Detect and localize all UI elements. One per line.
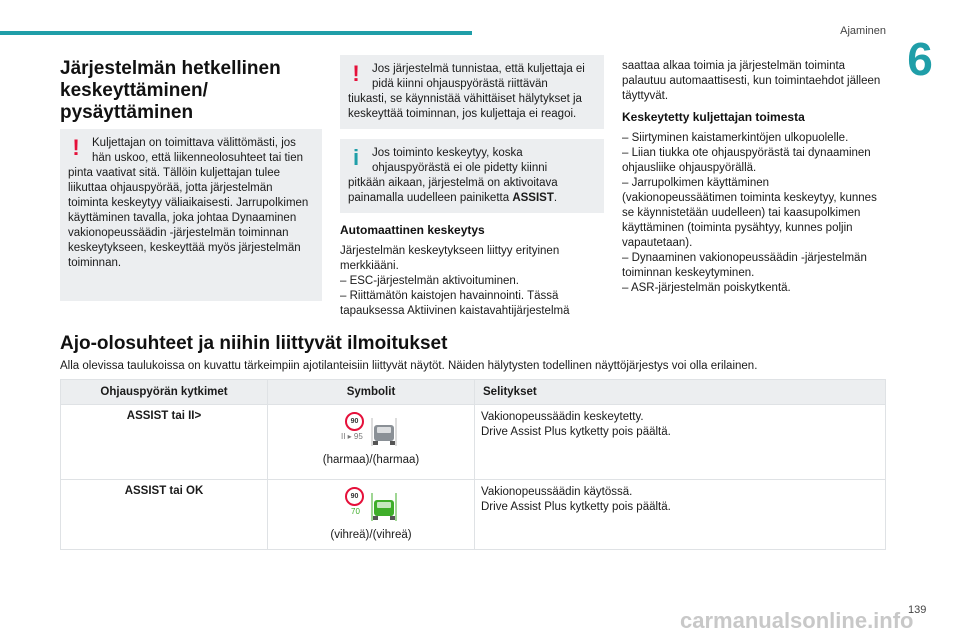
continuation-text: saattaa alkaa toimia ja järjestelmän toiminta palautuu automaattisesti, kun toimintaehdot jälleen täyttyvät.	[622, 60, 881, 102]
warning-icon: !	[72, 135, 80, 160]
car-rear-icon	[371, 491, 397, 521]
driver-interrupt-heading: Keskeytetty kuljettajan toimesta	[622, 110, 805, 124]
description-line: Vakionopeussäädin keskeytetty.	[481, 411, 644, 423]
description-cell	[475, 405, 886, 480]
header-accent-bar	[0, 31, 472, 35]
warning-box-left	[60, 129, 322, 301]
auto-line: – Riittämätön kaistojen havainnointi. Tässä tapauksessa Aktiivinen kaistavahtijärjestelmä	[340, 290, 570, 317]
watermark: carmanualsonline.info	[680, 608, 914, 633]
info-text-first: Jos toiminto keskeytyy, koska ohjauspyörästä ei ole pidetty kiinni	[372, 147, 548, 174]
assist-button-label: ASSIST	[512, 192, 554, 204]
symbol-caption: (harmaa)/(harmaa)	[322, 454, 420, 466]
car-rear-icon	[371, 416, 397, 446]
warning-text-first: Jos järjestelmä tunnistaa, että kuljettaja ei pidä kiinni ohjauspyörästä riittävän	[372, 63, 585, 90]
warning-icon: !	[352, 61, 360, 86]
symbol-cell	[268, 480, 475, 550]
warning-text-rest: tiukasti, se käynnistää vähittäiset hälytykset ja keskeyttää toiminnan, jos kuljettaja ei reagoi.	[348, 93, 582, 120]
auto-line: Järjestelmän keskeytykseen liittyy erityinen merkkiääni.	[340, 245, 560, 272]
speed-limit-sign-icon: 90	[345, 412, 364, 431]
section-intro: Alla olevissa taulukoissa on kuvattu tärkeimpiin ajotilanteisiin liittyvät näytöt. Näiden hälytysten todellinen näyttöjärjestys voi olla erilainen.	[60, 360, 758, 372]
info-icon: i	[352, 145, 360, 170]
switch-cell: ASSIST tai II>	[61, 405, 268, 480]
cruise-symbol	[341, 485, 401, 525]
description-line: Drive Assist Plus kytketty pois päältä.	[481, 501, 671, 513]
section-title-interrupt: Järjestelmän hetkellinen keskeyttäminen/ pysäyttäminen	[60, 58, 281, 123]
driver-line: – Siirtyminen kaistamerkintöjen ulkopuolelle.	[622, 132, 849, 144]
conditions-table	[60, 379, 886, 550]
section-header-title: Ajaminen	[840, 25, 886, 37]
speed-limit-sign-icon: 90	[345, 487, 364, 506]
driver-line: – Dynaaminen vakionopeussäädin -järjestelmän toiminnan keskeytyminen.	[622, 252, 867, 279]
col-header-symbols: Symbolit	[268, 380, 475, 405]
auto-line: – ESC-järjestelmän aktivoituminen.	[340, 275, 519, 287]
auto-interrupt-section	[340, 223, 604, 319]
info-box-middle	[340, 139, 604, 213]
driver-line: – Liian tiukka ote ohjauspyörästä tai dynaaminen ohjausliike ohjauspyörällä.	[622, 147, 871, 174]
auto-interrupt-heading: Automaattinen keskeytys	[340, 223, 485, 237]
cruise-symbol	[341, 410, 401, 450]
set-speed-text: 70	[351, 507, 360, 516]
driver-line: – ASR-järjestelmän poiskytkentä.	[622, 282, 791, 294]
page-number: 139	[908, 604, 927, 616]
table-row	[61, 480, 886, 550]
info-text-end: .	[553, 192, 558, 204]
description-line: Drive Assist Plus kytketty pois päältä.	[481, 426, 671, 438]
table-header-row	[61, 380, 886, 405]
driver-line: – Jarrupolkimen käyttäminen (vakionopeussäätimen toiminta keskeytyy, kunnes se käynnistetään uudelleen) tai kaasupolkimen käyttäminen (toiminta pysähtyy, kunnes poljin vapautetaan).	[622, 177, 877, 249]
warning-text-rest: pinta vaativat sitä. Tällöin kuljettajan tulee liikuttaa ohjauspyörää, jotta järjestelmän toiminta keskeytyy väliaikaisesti. Jarrupolkimen käyttäminen tavalla, joka johtaa Dynaaminen vakionopeussäädin -järjestelmän toiminnan keskeytykseen, keskeyttää myös järjestelmän toiminnan.	[68, 167, 309, 269]
col-header-switches: Ohjauspyörän kytkimet	[61, 380, 268, 405]
info-text-rest: pitkään aikaan, järjestelmä on aktivoitava painamalla uudelleen painiketta	[348, 177, 558, 204]
col-header-descriptions: Selitykset	[475, 380, 886, 405]
table-row	[61, 405, 886, 480]
symbol-caption: (vihreä)/(vihreä)	[330, 529, 412, 541]
set-speed-text: II ▸ 95	[341, 432, 363, 441]
switch-cell: ASSIST tai OK	[61, 480, 268, 550]
description-line: Vakionopeussäädin käytössä.	[481, 486, 633, 498]
right-column	[622, 59, 886, 296]
description-cell	[475, 480, 886, 550]
warning-box-middle	[340, 55, 604, 129]
section-title-conditions: Ajo-olosuhteet ja niihin liittyvät ilmoitukset	[60, 333, 448, 354]
symbol-cell	[268, 405, 475, 480]
warning-text-first: Kuljettajan on toimittava välittömästi, jos hän uskoo, että liikenneolosuhteet tai tien	[92, 137, 303, 164]
chapter-number: 6	[907, 33, 933, 85]
